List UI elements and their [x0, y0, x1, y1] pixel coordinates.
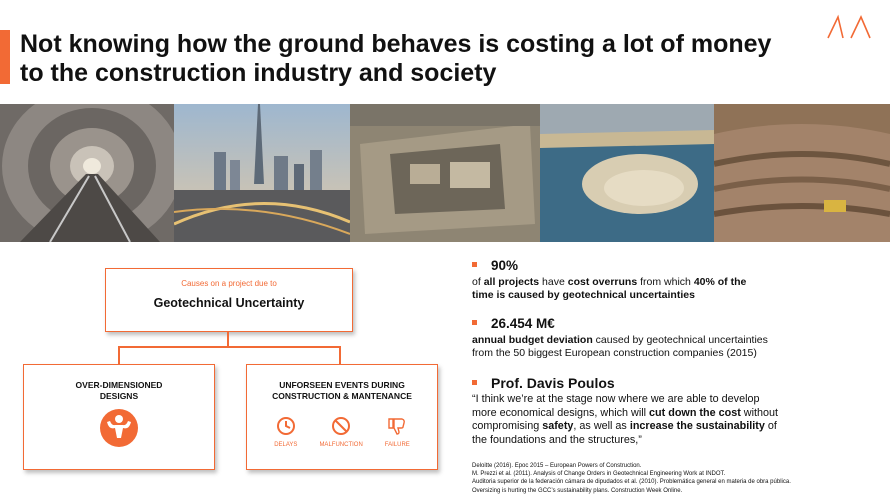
- left-box-title: OVER-DIMENSIONED DESIGNS: [75, 380, 163, 401]
- stat-90-percent: [472, 258, 746, 302]
- connector-left: [118, 346, 120, 364]
- right-box-title: UNFORSEEN EVENTS DURING CONSTRUCTION & MANTENANCE: [272, 380, 412, 401]
- bullet: [472, 380, 477, 385]
- over-dimensioned-designs-box: [23, 364, 215, 470]
- muscle-man-icon: [99, 408, 139, 448]
- failure-item: [385, 416, 410, 448]
- quote-text: “I think we’re at the stage now where we are able to develop more economical designs, which will cut down the cost without compromising safety, as well as increase the sustainability of the foundations and the structures,”: [472, 393, 779, 446]
- thumbs-down-icon: [387, 416, 407, 436]
- title-line-1: Not knowing how the ground behaves is costing a lot of money: [20, 30, 772, 58]
- prohibited-icon: [331, 416, 351, 436]
- connector-vertical: [227, 331, 229, 347]
- tunnel-photo: [0, 104, 174, 242]
- connector-right: [339, 346, 341, 364]
- brand-logo: [826, 14, 872, 40]
- malfunction-item: [319, 416, 362, 448]
- reference-item: Deloitte (2016). Epoc 2015 – European Powers of Construction.: [472, 463, 642, 469]
- photo-strip: [0, 104, 890, 242]
- bullet: [472, 262, 477, 267]
- quote-author: Prof. Davis Poulos: [491, 375, 615, 391]
- construction-site-photo: [350, 104, 540, 242]
- failure-label: FAILURE: [384, 442, 410, 448]
- delays-item: [274, 416, 297, 448]
- geotechnical-uncertainty-box: [105, 268, 353, 332]
- reference-item: Oversizing is hurting the GCC’s sustainability plans. Construction Week Online.: [472, 487, 683, 494]
- delays-label: DELAYS: [274, 442, 298, 448]
- title-line-2: to the construction industry and society: [20, 59, 497, 87]
- bullet: [472, 320, 477, 325]
- clock-icon: [276, 416, 296, 436]
- top-box-title: Geotechnical Uncertainty: [153, 296, 305, 310]
- city-photo: [174, 104, 350, 242]
- stat-1-head: 90%: [491, 258, 519, 273]
- stat-budget-deviation: [472, 316, 768, 360]
- malfunction-label: MALFUNCTION: [319, 442, 363, 448]
- unforseen-events-box: [246, 364, 438, 470]
- references: [472, 462, 791, 495]
- reference-item: Auditoria superior de la federación cámara de dipudados et al. (2010). Problemática general en materia de obra pública.: [472, 479, 791, 486]
- title-accent-bar: [0, 30, 10, 84]
- stat-1-text: of all projects have cost overruns from which 40% of the time is caused by geotechnical uncertainties: [472, 276, 747, 301]
- reference-item: M. Prezzi et al. (2011). Analysis of Change Orders in Geotechnical Engineering Work at INDOT.: [472, 471, 726, 478]
- open-pit-mine-photo: [714, 104, 890, 242]
- quote-poulos: [472, 375, 778, 447]
- slide-title: [20, 30, 820, 88]
- connector-horizontal: [118, 346, 340, 348]
- top-box-subtitle: Causes on a project due to: [181, 279, 277, 288]
- stat-2-text: annual budget deviation caused by geotechnical uncertainties from the 50 biggest European construction companies (2015): [472, 334, 768, 359]
- stat-2-head: 26.454 M€: [491, 316, 555, 331]
- island-photo: [540, 104, 714, 242]
